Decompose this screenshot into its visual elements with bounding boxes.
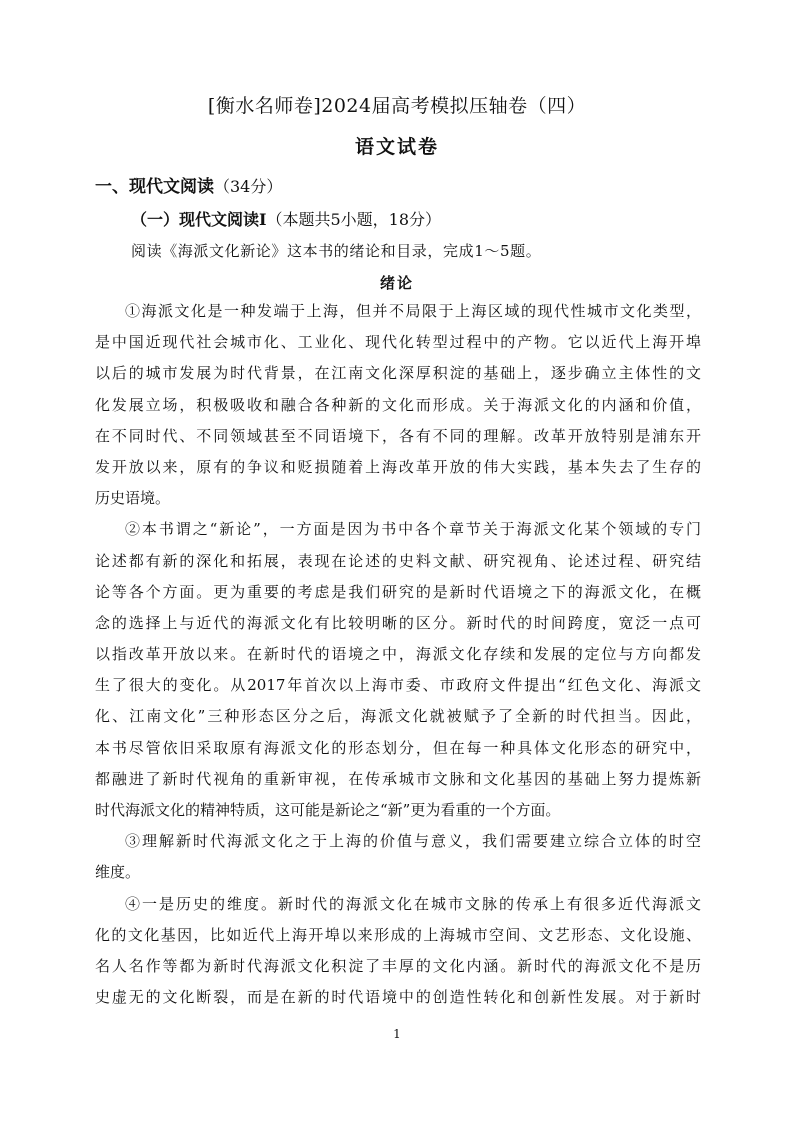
text-line: 是中国近现代社会城市化、工业化、现代化转型过程中的产物。它以近代上海开埠 — [95, 333, 701, 352]
document-subtitle: 语文试卷 — [354, 136, 439, 158]
reading-instruction: 阅读《海派文化新论》这本书的绪论和目录，完成1～5题。 — [131, 242, 542, 260]
text-line: 本书尽管依旧采取原有海派文化的形态划分，但在每一种具体文化形态的研究中， — [95, 738, 701, 757]
text-line: ①海派文化是一种发端于上海，但并不局限于上海区域的现代性城市文化类型， — [125, 302, 701, 320]
text-line: 以后的城市发展为时代背景，在江南文化深厚积淀的基础上，逐步确立主体性的文 — [95, 364, 701, 383]
text-line: 发开放以来，原有的争议和贬损随着上海改革开放的伟大实践，基本失去了生存的 — [95, 457, 701, 476]
text-line: ④一是历史的维度。新时代的海派文化在城市文脉的传承上有很多近代海派文 — [125, 894, 701, 913]
text-line: 在不同时代、不同领域甚至不同语境下，各有不同的理解。改革开放特别是浦东开 — [95, 426, 701, 445]
text-line: 化发展立场，积极吸收和融合各种新的文化而形成。关于海派文化的内涵和价值， — [95, 395, 701, 414]
section-score: （34分） — [214, 177, 283, 196]
text-line: 维度。 — [95, 863, 141, 882]
text-line: 化的文化基因，比如近代上海开埠以来形成的上海城市空间、文艺形态、文化设施、 — [95, 925, 701, 944]
text-line: 生了很大的变化。从2017年首次以上海市委、市政府文件提出“红色文化、海派文 — [95, 676, 701, 695]
text-line: 名人名作等都为新时代海派文化积淀了丰厚的文化内涵。新时代的海派文化不是历 — [95, 956, 701, 975]
section-heading — [95, 172, 282, 197]
text-line: 论等各个方面。更为重要的考虑是我们研究的是新时代语境之下的海派文化，在概 — [95, 582, 701, 601]
document-title: [衡水名师卷]2024届高考模拟压轴卷（四） — [207, 95, 587, 117]
text-line: 念的选择上与近代的海派文化有比较明晰的区分。新时代的时间跨度，宽泛一点可 — [95, 613, 701, 632]
text-line: 以指改革开放以来。在新时代的语境之中，海派文化存续和发展的定位与方向都发 — [95, 645, 701, 664]
introduction-heading: 绪论 — [379, 274, 414, 292]
text-line: 时代海派文化的精神特质，这可能是新论之“新”更为看重的一个方面。 — [95, 801, 561, 819]
text-line: 化、江南文化”三种形态区分之后，海派文化就被赋予了全新的时代担当。因此， — [95, 707, 701, 726]
section-label: 一、现代文阅读 — [95, 177, 214, 197]
text-line: ③理解新时代海派文化之于上海的价值与意义，我们需要建立综合立体的时空 — [125, 832, 701, 851]
subsection-note: （本题共5小题，18分） — [266, 210, 442, 229]
text-line: 史虚无的文化断裂，而是在新的时代语境中的创造性转化和创新性发展。对于新时 — [95, 988, 701, 1007]
subsection-heading — [131, 207, 441, 230]
text-line: 论述都有新的深化和拓展，表现在论述的史料文献、研究视角、论述过程、研究结 — [95, 551, 701, 570]
text-line: 历史语境。 — [95, 489, 171, 508]
subsection-label: （一）现代文阅读Ⅰ — [131, 210, 267, 229]
body-text — [95, 296, 701, 1013]
text-line: 都融进了新时代视角的重新审视，在传承城市文脉和文化基因的基础上努力提炼新 — [95, 769, 701, 788]
text-line: ②本书谓之“新论”，一方面是因为书中各个章节关于海派文化某个领域的专门 — [125, 520, 701, 539]
page-number: 1 — [393, 1027, 401, 1041]
